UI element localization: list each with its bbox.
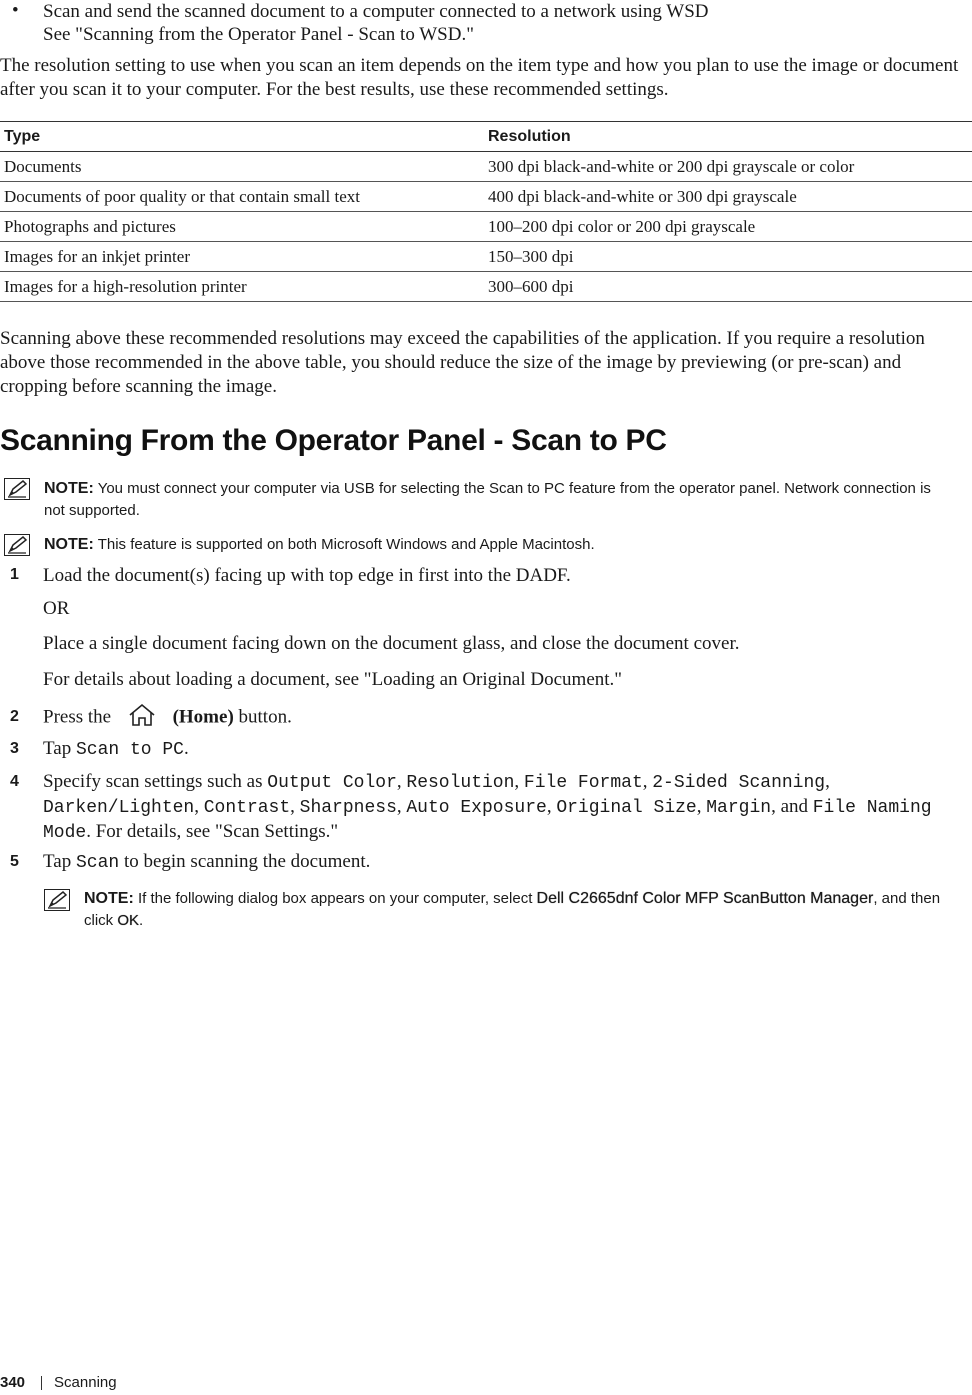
note-1 (44, 478, 944, 522)
table-row (0, 152, 972, 182)
setting-code: Auto Exposure (406, 798, 547, 818)
bullet-line-1: Scan and send the scanned document to a computer connected to a network using WSD (43, 1, 709, 22)
step-3-text (43, 737, 963, 762)
step-1-details: For details about loading a document, see "Loading an Original Document." (43, 669, 623, 690)
setting-code: Darken/Lighten (43, 798, 195, 818)
note-label: NOTE: (44, 536, 94, 553)
step-2-post: button. (238, 706, 292, 728)
scan-to-pc-code: Scan to PC (75, 740, 184, 760)
ok-label: OK (117, 912, 140, 929)
table-row (0, 182, 972, 212)
bullet-line-2: See "Scanning from the Operator Panel - Scan to WSD." (43, 24, 474, 45)
step-5-note (84, 888, 954, 932)
step-number: 4 (10, 773, 19, 790)
cell-type: Documents (0, 152, 478, 182)
step-5-pre: Tap (43, 851, 72, 872)
cell-type: Images for an inkjet printer (0, 242, 478, 272)
cell-resolution: 100–200 dpi color or 200 dpi grayscale (478, 212, 972, 242)
step-3-pre: Tap (43, 738, 72, 759)
step-2-text (43, 705, 963, 731)
cell-resolution: 300 dpi black-and-white or 200 dpi grayscale or color (478, 152, 972, 182)
setting-code: Original Size (556, 798, 697, 818)
cell-resolution: 150–300 dpi (478, 242, 972, 272)
pencil-note-icon (4, 534, 30, 556)
table-row (0, 212, 972, 242)
setting-code: Output Color (267, 773, 397, 793)
pencil-note-icon (44, 889, 70, 911)
note-mid: , and then click (84, 890, 941, 929)
section-title: Scanning From the Operator Panel - Scan to PC (0, 424, 667, 457)
home-icon (122, 702, 162, 728)
step-1-or: OR (43, 598, 70, 619)
step-4-pre: Specify scan settings such as (43, 771, 263, 792)
cell-type: Images for a high-resolution printer (0, 272, 478, 302)
after-table-paragraph: Scanning above these recommended resolutions may exceed the capabilities of the application. If you require a resolution above those recommended in the above table, you should reduce the size of the image by previewing (or pre-scan) and cropping before scanning the image. (0, 328, 925, 397)
step-3-post: . (184, 738, 189, 759)
home-label: (Home) (172, 706, 234, 728)
table-row (0, 272, 972, 302)
step-4-and: , and (771, 796, 808, 817)
note-text: This feature is supported on both Microsoft Windows and Apple Macintosh. (97, 536, 595, 553)
table-header-row (0, 122, 972, 152)
footer-divider (41, 1376, 42, 1390)
step-number: 1 (10, 566, 19, 583)
header-type: Type (0, 122, 478, 152)
footer-section: Scanning (54, 1374, 117, 1391)
cell-type: Photographs and pictures (0, 212, 478, 242)
step-5-post: to begin scanning the document. (123, 851, 371, 872)
bullet-text (43, 0, 963, 46)
step-number: 2 (10, 708, 19, 725)
step-5-text (43, 850, 963, 875)
cell-resolution: 300–600 dpi (478, 272, 972, 302)
page-number: 340 (0, 1374, 26, 1391)
note-2 (44, 534, 944, 556)
note-text: You must connect your computer via USB for selecting the Scan to PC feature from the operator panel. Network connection is not supported. (44, 480, 931, 519)
note-pre: If the following dialog box appears on your computer, select (137, 890, 533, 907)
header-resolution: Resolution (478, 122, 972, 152)
intro-paragraph: The resolution setting to use when you scan an item depends on the item type and how you plan to use the image or document after you scan it to your computer. For the best results, use these recommended settings. (0, 55, 959, 100)
table-row (0, 242, 972, 272)
setting-code: File Format (523, 773, 643, 793)
cell-type: Documents of poor quality or that contain small text (0, 182, 478, 212)
step-1-alt: Place a single document facing down on the document glass, and close the document cover. (43, 633, 740, 654)
scan-code: Scan (75, 853, 120, 873)
step-number: 5 (10, 853, 19, 870)
setting-code: 2-Sided Scanning (652, 773, 826, 793)
step-2-pre: Press the (43, 706, 112, 728)
resolution-table (0, 121, 972, 302)
setting-code: Contrast (203, 798, 291, 818)
cell-resolution: 400 dpi black-and-white or 300 dpi grayscale (478, 182, 972, 212)
step-4-post: . For details, see "Scan Settings." (86, 821, 339, 842)
note-end: . (139, 912, 144, 929)
setting-code: File Naming Mode (43, 798, 932, 843)
setting-code: Resolution (406, 773, 515, 793)
pencil-note-icon (4, 478, 30, 500)
step-1-text: Load the document(s) facing up with top edge in first into the DADF. (43, 565, 571, 586)
page-footer (0, 1374, 117, 1391)
note-label: NOTE: (44, 480, 94, 497)
setting-code: Margin (706, 798, 772, 818)
step-number: 3 (10, 740, 19, 757)
app-name: Dell C2665dnf Color MFP ScanButton Manager (536, 890, 874, 907)
step-4-text: Specify scan settings such as Output Color, Resolution, File Format, 2-Sided Scanning, Darken/Lighten, Contrast, Sharpness, Auto Exposure, Original Size, Margin, and File Naming Mode. For details, see "Scan Settings." (43, 771, 932, 843)
setting-code: Sharpness (299, 798, 397, 818)
bullet-symbol: • (12, 0, 19, 21)
note-label: NOTE: (84, 890, 134, 907)
